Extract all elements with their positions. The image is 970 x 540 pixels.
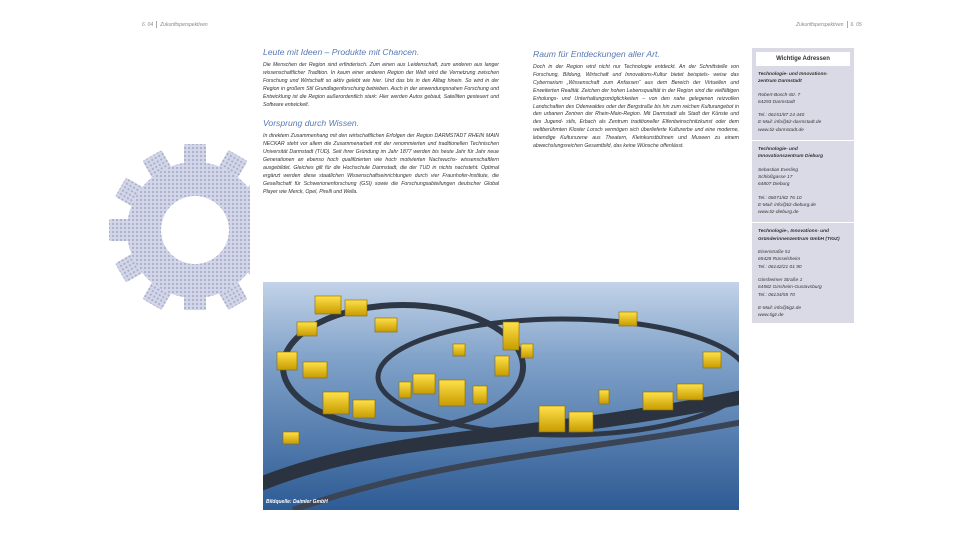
text-line: der Region sind die vielfältigen Erholungs- und Unterhaltungsmöglichkeiten – [533,87,739,102]
text-column-right [533,49,739,160]
page-number-left: 6. 04 [142,21,154,28]
address-line: Schloßgasse 17 [758,174,793,180]
email-link[interactable]: E-Mail: info@tiz-dieburg.de [758,202,816,208]
address-block-tiz-darmstadt [752,66,854,141]
phone: Tel.: 06071/82 76 10 [758,195,802,201]
address-line: 65428 Rüsselsheim [758,257,801,263]
text-line: Museen zu einem abwechslungsreichen Gesamtbild, das keine Wünsche [533,135,739,150]
page-header-left [142,21,208,28]
text-column-left [263,47,499,206]
text-line: (TUD). Seit ihrer Gründung im Jahr 1877 werden bis heute Jahr für Jahr neue [315,149,499,156]
address [758,167,848,189]
address-block-tiz-dieburg [752,141,854,223]
text-line: der renommierten und traditionellen Technischen Universität Darmstadt [263,141,499,156]
website-link[interactable]: www.tiz-dieburg.de [758,210,799,216]
paragraph-ideas [263,62,499,109]
phone: Tel.: 06151/87 24 440 [758,113,805,119]
text-line: Bergstraße bis hin zum reichen Kulturangebot in den urbanen Zentren der [533,103,740,118]
header-separator [156,21,157,28]
header-separator [847,21,848,28]
text-line: wissenschaftlern ausgebildet. Gleiches gilt für die Hochschule Darmstadt, [263,157,499,172]
address-block-tigz [752,223,854,325]
text-line: aktiv gelebt wie hier. Und das bis in den Alltag hinein. So wird in der Region in [263,77,499,92]
text-line: großem Stil Grundlagenforschung betrieben. Auch in der anwendungsnahen [286,85,463,92]
phone: Tel.: 06134/55 70 [758,292,795,298]
org-name-line: Gründerinnenzentrum GmbH (TIGZ) [758,236,840,242]
text-line: DARMSTADT RHEIN MAIN NECKAR steht vor allem die Zusammenarbeit mit [263,133,499,148]
photo-caption: Bildquelle: Daimler GmbH [266,499,328,505]
org-name [758,71,848,86]
website-link[interactable]: www.tiz-darmstadt.de [758,127,804,133]
address-secondary [758,277,848,299]
email-link[interactable]: E-Mail: info@tigz.de [758,305,801,311]
contact [758,112,848,134]
rings-illustration [263,282,739,510]
sidebar-title: Wichtige Adressen [756,52,850,66]
text-line: von den nahe gelegenen reizvollen Landschaften des Odenwaldes oder der [533,95,739,110]
text-line: die der TUD in nichts nachsteht. Optimal ergänzt werden diese staatlichen [263,165,499,179]
heading-knowledge: Vorsprung durch Wissen. [263,118,360,129]
address-line: Eisenstraße 51 [758,250,791,256]
paragraph-knowledge [263,133,499,196]
text-line: Die Menschen der Region sind erfinderisch. Zum einen aus Leidenschaft, [263,62,439,68]
text-line: In direktem Zusammenhang mit den wirtschaftlichen Erfolgen der Region [263,133,433,140]
address-line: 64582 Ginsheim-Gustavsburg [758,285,822,291]
text-line: Global Player wie Merck, Opel, Pirelli und Wella. [263,180,499,195]
address-line: Robert-Bosch-Str. 7 [758,92,801,98]
text-line: Forschung und Entwicklung ist die Region außerordentlich stark: Hier werden [263,85,499,100]
org-name [758,146,848,161]
text-line: weltberühmten Kloster Lorsch vermögen sich überlieferte Kulturerbe und [533,127,704,134]
org-name-line: zentrum Darmstadt [758,79,802,85]
addresses-sidebar [752,48,854,323]
hero-photo [263,282,739,510]
org-name-line: Technologie- und [758,147,798,153]
text-line: Rhein-Main-Region. Mit Darmstadt als Stadt der Künste und des Jugend- [533,111,739,126]
section-title-right: Zukunftsperspektiven [796,21,844,28]
text-line: für Schwerionenforschung (GSI) sowie die Forschungsabteilungen deutscher [294,180,481,187]
text-line: zum anderen aus langer wissenschaftlicher Tradition. In kaum einer anderen [263,62,499,76]
text-line: stils, Erbach als Zentrum traditioneller Elfenbeinschnitzkunst oder dem [566,119,739,126]
heading-ideas: Leute mit Ideen – Produkte mit Chancen. [263,47,420,57]
text-line: von Forschung, Bildung, Wirtschaft und Innovations-Kultur bietet beispiels- [533,64,739,78]
org-name-line: Technologie-, Innovations- und [758,229,829,235]
address [758,92,848,107]
text-line: Generationen an ebenso hoch qualifizierten wie hoch motivierten Nachwuchs- [263,157,458,164]
text-line: offenlässt. [660,143,684,150]
address-line: Sebastian Everling [758,167,798,173]
paragraph-discoveries [533,64,739,151]
address-line: Ginsheimer Straße 1 [758,277,803,283]
text-line: Virtuellen und Erweiterten Realität. Zeichen der hohen Lebensqualität in [533,79,739,94]
address-line: 64293 Darmstadt [758,99,795,105]
phone: Tel.: 06142/21 01 90 [758,264,802,270]
text-line: Region der Welt wird die Vernetzung zwischen Forschung und Wirtschaft so [263,69,499,84]
text-line: Wissenschaftseinrichtungen durch vier Fraunhofer-Institute, die Gesellschaft [263,172,500,187]
text-line: weise das Cybernarium „Wissenschaft zum Anfassen“ aus dem Bereich der [533,71,739,86]
address-line: 64807 Dieburg [758,182,790,188]
org-name-line: Innovationszentrum Dieburg [758,154,824,160]
text-line: Autos gebaut, Satelliten gesteuert und Software entwickelt. [263,93,499,108]
page-number-right: 6. 05 [850,21,862,28]
page-header-right [796,21,862,28]
website-link[interactable]: www.tigz.de [758,313,784,319]
contact [758,305,848,320]
email-link[interactable]: E-Mail: info@tiz-darmstadt.de [758,120,822,126]
org-name [758,228,848,243]
contact [758,195,848,217]
gear-graphic [100,140,250,310]
section-title-left: Zukunftsperspektiven [160,21,208,28]
heading-discoveries: Raum für Entdeckungen aller Art. [533,49,660,59]
address [758,249,848,271]
text-line: eine moderne, lebendige Kulturszene aus Theatern, Kleinkunstbühnen und [533,127,739,142]
text-line: Doch in der Region wird nicht nur Technologie entdeckt. An der Schnittstelle [533,64,728,70]
org-name-line: Technologie- und Innovations- [758,72,828,77]
